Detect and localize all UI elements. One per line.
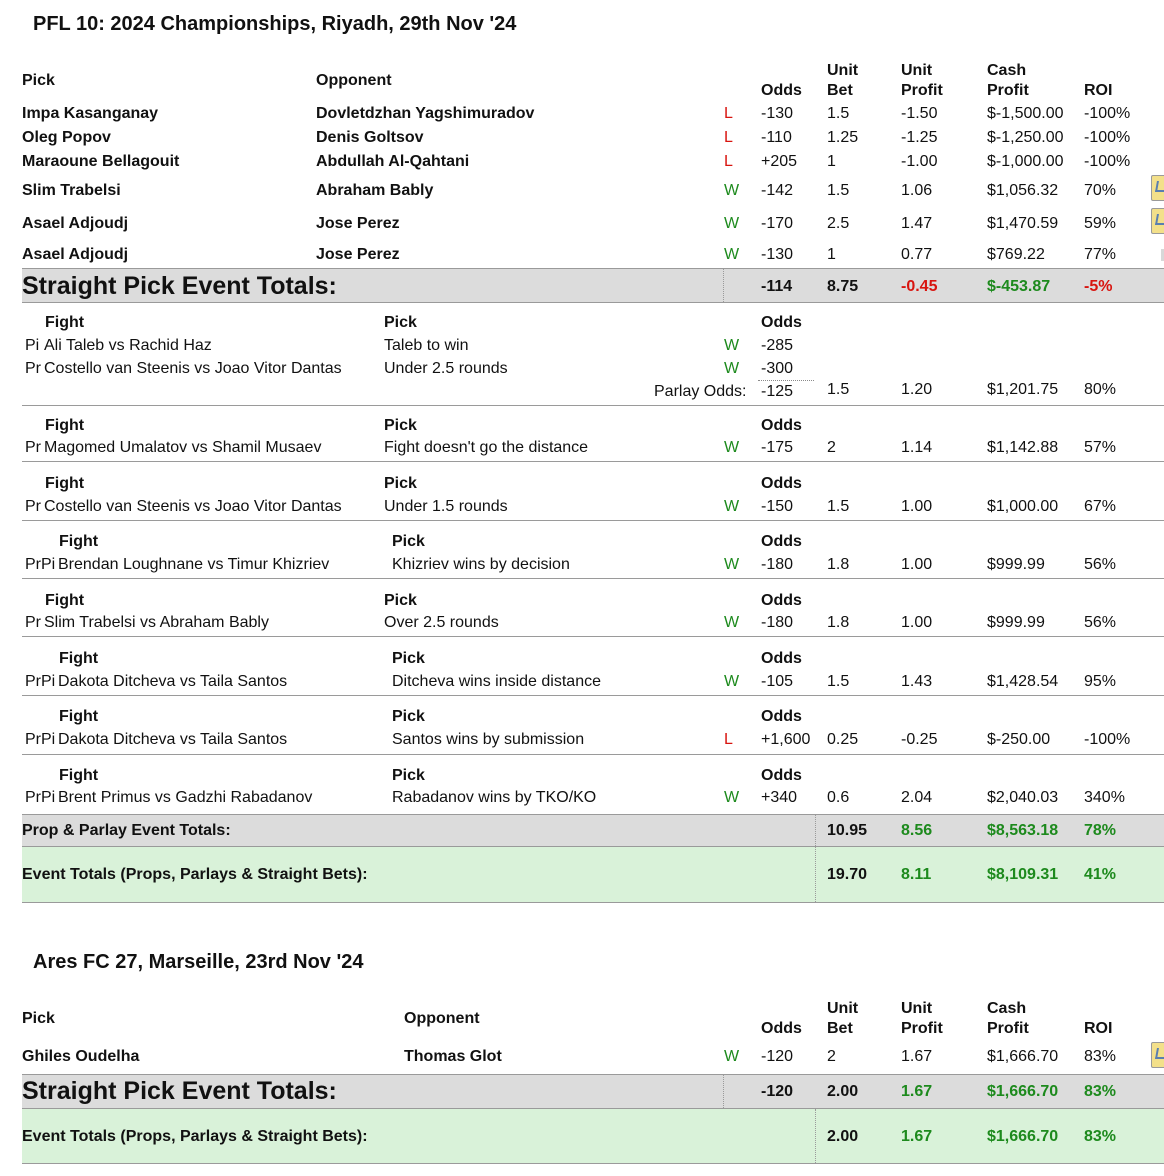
result-badge: L <box>724 731 733 748</box>
unit-profit-value: -1.00 <box>901 153 938 170</box>
prop-pick: Fight doesn't go the distance <box>384 439 589 456</box>
prop-pick: Taleb to win <box>384 337 469 354</box>
roi-value: 77% <box>1084 246 1117 263</box>
pick-name: Asael Adjoudj <box>22 215 129 232</box>
header-odds: Odds <box>761 1020 802 1037</box>
divider <box>22 405 1164 406</box>
unit-bet-value: 1.5 <box>827 182 850 199</box>
unit-profit-value: -1.25 <box>901 129 938 146</box>
event-title: Ares FC 27, Marseille, 23rd Nov '24 <box>33 951 364 973</box>
odds-value: +340 <box>761 789 798 806</box>
bet-type-code: Pr <box>25 614 41 631</box>
divider <box>22 578 1164 579</box>
grand-unit-profit: 8.11 <box>901 866 932 883</box>
fight-header: Fight <box>59 767 99 784</box>
prop-pick: Khizriev wins by decision <box>392 556 570 573</box>
odds-value: -130 <box>761 246 794 263</box>
straight-totals-label: Straight Pick Event Totals: <box>22 272 337 300</box>
cash-profit-value: $1,142.88 <box>987 439 1059 456</box>
roi-value: 59% <box>1084 215 1117 232</box>
unit-bet-value: 1.5 <box>827 381 850 398</box>
odds-header: Odds <box>761 592 802 609</box>
header-roi: ROI <box>1084 82 1113 99</box>
pick-name: Ghiles Oudelha <box>22 1048 140 1065</box>
result-badge: W <box>724 246 740 263</box>
grand-unit-profit: 1.67 <box>901 1128 933 1145</box>
roi-value: 56% <box>1084 556 1117 573</box>
fight-name: Brendan Loughnane vs Timur Khizriev <box>58 556 330 573</box>
fight-name: Dakota Ditcheva vs Taila Santos <box>58 731 288 748</box>
divider <box>723 268 724 302</box>
roi-value: 70% <box>1084 182 1117 199</box>
parlay-odds-label: Parlay Odds: <box>654 383 747 400</box>
pick-header: Pick <box>384 592 417 609</box>
roi-value: 56% <box>1084 614 1117 631</box>
cash-profit-value: $-1,250.00 <box>987 129 1064 146</box>
total-unit-bet: 10.95 <box>827 822 868 839</box>
total-unit-profit: 1.67 <box>901 1083 933 1100</box>
result-badge: W <box>724 1048 740 1065</box>
opponent-name: Thomas Glot <box>404 1048 502 1065</box>
odds-header: Odds <box>761 417 802 434</box>
unit-profit-value: 0.77 <box>901 246 933 263</box>
unit-bet-value: 1.25 <box>827 129 859 146</box>
unit-bet-value: 0.25 <box>827 731 859 748</box>
odds-value: -170 <box>761 215 794 232</box>
header-cash-profit: Profit <box>987 1020 1029 1037</box>
cash-profit-value: $1,470.59 <box>987 215 1059 232</box>
unit-profit-value: -0.25 <box>901 731 938 748</box>
grand-cash-profit: $8,109.31 <box>987 866 1059 883</box>
parlay-odds-value: -125 <box>761 383 794 400</box>
header-cash-profit: Cash <box>987 1000 1027 1017</box>
divider <box>22 754 1164 755</box>
divider <box>22 461 1164 462</box>
note-icon <box>1151 175 1164 201</box>
odds-header: Odds <box>761 314 802 331</box>
total-cash-profit: $1,666.70 <box>987 1083 1059 1100</box>
divider <box>815 814 816 846</box>
pick-header: Pick <box>392 767 425 784</box>
total-unit-bet: 2.00 <box>827 1083 859 1100</box>
event-title: PFL 10: 2024 Championships, Riyadh, 29th Nov '24 <box>33 13 517 35</box>
fight-name: Slim Trabelsi vs Abraham Bably <box>44 614 269 631</box>
prop-pick: Under 2.5 rounds <box>384 360 508 377</box>
header-unit-profit: Unit <box>901 1000 933 1017</box>
roi-value: 83% <box>1084 1048 1117 1065</box>
result-badge: W <box>724 556 740 573</box>
unit-bet-value: 1 <box>827 246 836 263</box>
note-icon <box>1151 1042 1164 1068</box>
total-roi: 78% <box>1084 822 1117 839</box>
odds-value: -180 <box>761 556 794 573</box>
header-opponent: Opponent <box>316 72 392 89</box>
pick-header: Pick <box>392 650 425 667</box>
odds-value: -175 <box>761 439 794 456</box>
odds-value: +205 <box>761 153 798 170</box>
total-unit-bet: 8.75 <box>827 278 859 295</box>
unit-profit-value: 1.67 <box>901 1048 933 1065</box>
cash-profit-value: $1,428.54 <box>987 673 1059 690</box>
fight-name: Costello van Steenis vs Joao Vitor Dantas <box>44 360 342 377</box>
cash-profit-value: $769.22 <box>987 246 1045 263</box>
result-badge: W <box>724 789 740 806</box>
prop-pick: Ditcheva wins inside distance <box>392 673 601 690</box>
roi-value: 57% <box>1084 439 1117 456</box>
total-odds: -120 <box>761 1083 794 1100</box>
header-pick: Pick <box>22 1010 55 1027</box>
header-pick: Pick <box>22 72 55 89</box>
result-badge: L <box>724 105 733 122</box>
result-badge: W <box>724 182 740 199</box>
pick-header: Pick <box>392 708 425 725</box>
bet-type-code: PrPi <box>25 789 56 806</box>
result-badge: W <box>724 337 740 354</box>
odds-value: -120 <box>761 1048 794 1065</box>
unit-profit-value: 1.06 <box>901 182 933 199</box>
header-unit-bet: Bet <box>827 1020 853 1037</box>
cash-profit-value: $1,201.75 <box>987 381 1059 398</box>
fight-name: Ali Taleb vs Rachid Haz <box>44 337 212 354</box>
event-totals-label: Event Totals (Props, Parlays & Straight Bets): <box>22 1128 368 1145</box>
header-unit-bet: Unit <box>827 62 859 79</box>
total-odds: -114 <box>761 278 793 295</box>
straight-totals-label: Straight Pick Event Totals: <box>22 1077 337 1105</box>
divider <box>723 1074 724 1108</box>
prop-pick: Under 1.5 rounds <box>384 498 508 515</box>
grand-cash-profit: $1,666.70 <box>987 1128 1059 1145</box>
unit-profit-value: 1.20 <box>901 381 933 398</box>
odds-header: Odds <box>761 533 802 550</box>
cash-profit-value: $2,040.03 <box>987 789 1059 806</box>
odds-value: -142 <box>761 182 794 199</box>
opponent-name: Abraham Bably <box>316 182 434 199</box>
odds-value: -130 <box>761 105 794 122</box>
prop-pick: Over 2.5 rounds <box>384 614 499 631</box>
bet-type-code: PrPi <box>25 731 56 748</box>
unit-bet-value: 0.6 <box>827 789 850 806</box>
divider <box>758 380 814 381</box>
divider <box>22 1074 1164 1075</box>
pick-name: Oleg Popov <box>22 129 111 146</box>
cash-profit-value: $-1,000.00 <box>987 153 1064 170</box>
result-badge: L <box>724 129 733 146</box>
header-unit-profit: Profit <box>901 82 943 99</box>
total-cash-profit: $-453.87 <box>987 278 1051 295</box>
divider <box>22 302 1164 303</box>
unit-profit-value: 2.04 <box>901 789 933 806</box>
odds-header: Odds <box>761 767 802 784</box>
cash-profit-value: $999.99 <box>987 556 1045 573</box>
unit-bet-value: 1.5 <box>827 498 850 515</box>
header-roi: ROI <box>1084 1020 1113 1037</box>
header-unit-profit: Profit <box>901 1020 943 1037</box>
fight-name: Dakota Ditcheva vs Taila Santos <box>58 673 288 690</box>
unit-profit-value: -1.50 <box>901 105 938 122</box>
unit-profit-value: 1.14 <box>901 439 933 456</box>
roi-value: -100% <box>1084 129 1131 146</box>
total-cash-profit: $8,563.18 <box>987 822 1059 839</box>
roi-value: -100% <box>1084 731 1131 748</box>
total-unit-profit: -0.45 <box>901 278 938 295</box>
prop-totals-label: Prop & Parlay Event Totals: <box>22 822 231 839</box>
fight-header: Fight <box>45 314 85 331</box>
pick-name: Asael Adjoudj <box>22 246 129 263</box>
result-badge: W <box>724 498 740 515</box>
divider <box>815 847 816 902</box>
grand-roi: 41% <box>1084 866 1117 883</box>
bet-type-code: Pr <box>25 498 41 515</box>
roi-value: 80% <box>1084 381 1117 398</box>
unit-profit-value: 1.00 <box>901 556 933 573</box>
unit-bet-value: 2.5 <box>827 215 850 232</box>
header-cash-profit: Cash <box>987 62 1027 79</box>
result-badge: W <box>724 673 740 690</box>
opponent-name: Jose Perez <box>316 246 400 263</box>
grand-unit-bet: 2.00 <box>827 1128 859 1145</box>
result-badge: W <box>724 215 740 232</box>
fight-name: Brent Primus vs Gadzhi Rabadanov <box>58 789 313 806</box>
unit-profit-value: 1.00 <box>901 614 933 631</box>
divider <box>22 268 1164 269</box>
cash-profit-value: $-250.00 <box>987 731 1051 748</box>
odds-value: -105 <box>761 673 794 690</box>
fight-name: Costello van Steenis vs Joao Vitor Dantas <box>44 498 342 515</box>
prop-pick: Santos wins by submission <box>392 731 585 748</box>
total-unit-profit: 8.56 <box>901 822 933 839</box>
header-odds: Odds <box>761 82 802 99</box>
divider <box>22 814 1164 815</box>
total-roi: -5% <box>1084 278 1113 295</box>
opponent-name: Denis Goltsov <box>316 129 424 146</box>
roi-value: 340% <box>1084 789 1125 806</box>
divider <box>22 902 1164 903</box>
fight-header: Fight <box>45 417 85 434</box>
fight-header: Fight <box>59 650 99 667</box>
header-unit-bet: Bet <box>827 82 853 99</box>
opponent-name: Dovletdzhan Yagshimuradov <box>316 105 535 122</box>
cash-profit-value: $999.99 <box>987 614 1045 631</box>
unit-bet-value: 2 <box>827 1048 836 1065</box>
bet-type-code: PrPi <box>25 556 56 573</box>
unit-bet-value: 1.8 <box>827 556 850 573</box>
cash-profit-value: $1,666.70 <box>987 1048 1059 1065</box>
bet-type-code: Pr <box>25 360 41 377</box>
result-badge: W <box>724 439 740 456</box>
unit-profit-value: 1.00 <box>901 498 933 515</box>
roi-value: -100% <box>1084 105 1131 122</box>
fight-header: Fight <box>59 708 99 725</box>
pick-name: Maraoune Bellagouit <box>22 153 180 170</box>
divider <box>22 846 1164 847</box>
header-unit-profit: Unit <box>901 62 933 79</box>
roi-value: 67% <box>1084 498 1117 515</box>
odds-value: -150 <box>761 498 794 515</box>
odds-value: -300 <box>761 360 794 377</box>
header-opponent: Opponent <box>404 1010 480 1027</box>
cash-profit-value: $1,000.00 <box>987 498 1059 515</box>
divider <box>815 1109 816 1163</box>
divider <box>22 520 1164 521</box>
odds-header: Odds <box>761 708 802 725</box>
divider <box>22 1163 1164 1164</box>
unit-bet-value: 1.5 <box>827 673 850 690</box>
grand-unit-bet: 19.70 <box>827 866 868 883</box>
odds-header: Odds <box>761 650 802 667</box>
bet-type-code: PrPi <box>25 673 56 690</box>
unit-profit-value: 1.43 <box>901 673 933 690</box>
odds-value: -110 <box>761 129 792 146</box>
fight-header: Fight <box>45 592 85 609</box>
cash-profit-value: $-1,500.00 <box>987 105 1064 122</box>
grand-roi: 83% <box>1084 1128 1117 1145</box>
pick-name: Slim Trabelsi <box>22 182 121 199</box>
odds-header: Odds <box>761 475 802 492</box>
pick-name: Impa Kasanganay <box>22 105 159 122</box>
odds-value: +1,600 <box>761 731 811 748</box>
result-badge: W <box>724 360 740 377</box>
divider <box>22 695 1164 696</box>
total-roi: 83% <box>1084 1083 1117 1100</box>
odds-value: -180 <box>761 614 794 631</box>
unit-bet-value: 1.5 <box>827 105 850 122</box>
divider <box>22 1108 1164 1109</box>
opponent-name: Jose Perez <box>316 215 400 232</box>
event-totals-label: Event Totals (Props, Parlays & Straight Bets): <box>22 866 368 883</box>
fight-header: Fight <box>59 533 99 550</box>
result-badge: W <box>724 614 740 631</box>
fight-header: Fight <box>45 475 85 492</box>
unit-profit-value: 1.47 <box>901 215 933 232</box>
pick-header: Pick <box>384 417 417 434</box>
header-cash-profit: Profit <box>987 82 1029 99</box>
roi-value: -100% <box>1084 153 1131 170</box>
fight-name: Magomed Umalatov vs Shamil Musaev <box>44 439 322 456</box>
unit-bet-value: 2 <box>827 439 836 456</box>
opponent-name: Abdullah Al-Qahtani <box>316 153 470 170</box>
result-badge: L <box>724 153 733 170</box>
prop-pick: Rabadanov wins by TKO/KO <box>392 789 597 806</box>
cash-profit-value: $1,056.32 <box>987 182 1059 199</box>
roi-value: 95% <box>1084 673 1117 690</box>
bet-type-code: Pi <box>25 337 40 354</box>
divider <box>22 636 1164 637</box>
note-icon <box>1151 208 1164 234</box>
pick-header: Pick <box>384 475 417 492</box>
pick-header: Pick <box>392 533 425 550</box>
odds-value: -285 <box>761 337 794 354</box>
bet-type-code: Pr <box>25 439 41 456</box>
unit-bet-value: 1.8 <box>827 614 850 631</box>
header-unit-bet: Unit <box>827 1000 859 1017</box>
unit-bet-value: 1 <box>827 153 836 170</box>
pick-header: Pick <box>384 314 417 331</box>
